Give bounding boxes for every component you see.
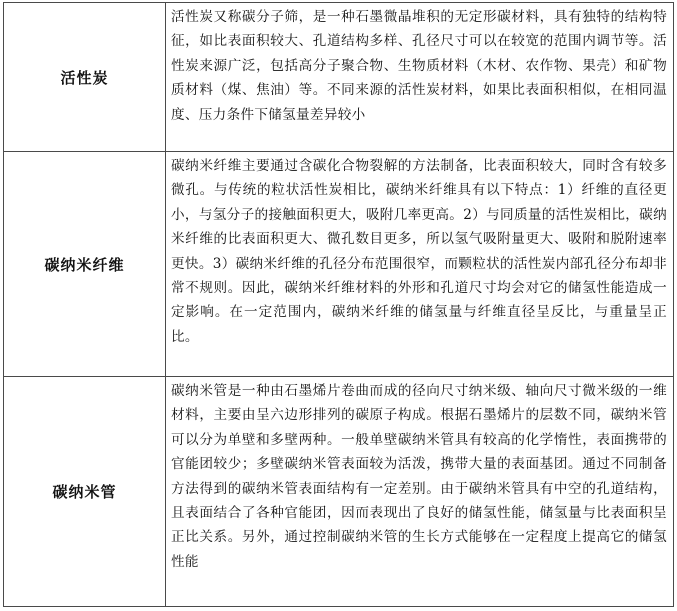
- row-description-carbon-nanotube: 碳纳米管是一种由石墨烯片卷曲而成的径向尺寸纳米级、轴向尺寸微米级的一维材料，主要由呈六边形排列的碳原子构成。根据石墨烯片的层数不同，碳纳米管可以分为单壁和多壁两种。一般单壁碳纳米管具有较高的化学惰性，表面携带的官能团较少；多壁碳纳米管表面较为活泼，携带大量的表面基团。通过不同制备方法得到的碳纳米管表面结构有一定差别。由于碳纳米管具有中空的孔道结构，且表面结合了各种官能团，因而表现出了良好的储氢性能，储氢量与比表面积呈正比关系。另外，通过控制碳纳米管的生长方式能够在一定程度上提高它的储氢性能: [166, 377, 674, 607]
- row-label-carbon-nanotube: 碳纳米管: [4, 377, 166, 607]
- table-row-carbon-nanofiber: [4, 152, 674, 377]
- row-description-carbon-nanofiber: 碳纳米纤维主要通过含碳化合物裂解的方法制备，比表面积较大，同时含有较多微孔。与传统的粒状活性炭相比，碳纳米纤维具有以下特点：1）纤维的直径更小，与氢分子的接触面积更大，吸附几率更高。2）与同质量的活性炭相比，碳纳米纤维的比表面积更大、微孔数目更多，所以氢气吸附量更大、吸附和脱附速率更快。3）碳纳米纤维的孔径分布范围很窄，而颗粒状的活性炭内部孔径分布却非常不规则。因此，碳纳米纤维材料的外形和孔道尺寸均会对它的储氢性能造成一定影响。在一定范围内，碳纳米纤维的储氢量与纤维直径呈反比，与重量呈正比。: [166, 152, 674, 377]
- table-row-activated-carbon: [4, 3, 674, 152]
- row-label-activated-carbon: 活性炭: [4, 3, 166, 152]
- table-row-carbon-nanotube: [4, 377, 674, 607]
- materials-table: [3, 2, 674, 607]
- row-label-carbon-nanofiber: 碳纳米纤维: [4, 152, 166, 377]
- row-description-activated-carbon: 活性炭又称碳分子筛，是一种石墨微晶堆积的无定形碳材料，具有独特的结构特征，如比表面积较大、孔道结构多样、孔径尺寸可以在较宽的范围内调节等。活性炭来源广泛，包括高分子聚合物、生物质材料（木材、农作物、果壳）和矿物质材料（煤、焦油）等。不同来源的活性炭材料，如果比表面积相似，在相同温度、压力条件下储氢量差异较小: [166, 3, 674, 152]
